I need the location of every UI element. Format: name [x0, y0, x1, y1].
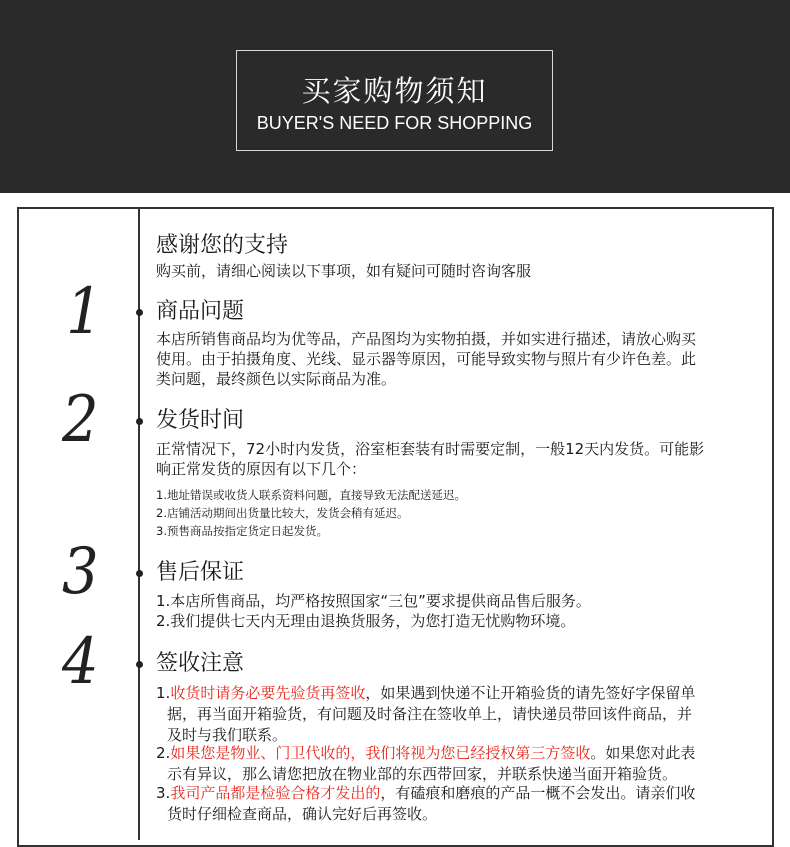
header-banner	[0, 0, 790, 193]
sign-item-2-prefix: 2.	[156, 744, 171, 762]
intro-title: 感谢您的支持	[156, 233, 289, 258]
section-title-3: 售后保证	[156, 560, 245, 585]
sign-item-3-rest-1: ，有磕痕和磨痕的产品一概不会发出。请亲们收	[380, 784, 696, 802]
sign-item-1-rest-1: ，如果遇到快递不让开箱验货的请先签好字保留单	[365, 684, 696, 702]
sign-item-2	[156, 743, 756, 785]
section-text-3-line-2: 2.我们提供七天内无理由退换货服务，为您打造无忧购物环境。	[156, 612, 576, 630]
section-number-3: 3	[62, 535, 99, 609]
sign-item-1-prefix: 1.	[156, 684, 171, 702]
sign-item-3-prefix: 3.	[156, 784, 171, 802]
sign-item-2-rest-2: 示有异议，那么请您把放在物业部的东西带回家，并联系快递当面开箱验货。	[167, 765, 678, 783]
sign-item-1-highlight: 收货时请务必要先验货再签收	[170, 684, 366, 702]
sign-item-2-rest-1: 。如果您对此表	[590, 744, 696, 762]
page-title: 买家购物须知	[301, 74, 488, 108]
section-number-2: 2	[62, 383, 99, 457]
section-bullet-4	[136, 661, 143, 668]
section-number-1: 1	[66, 275, 103, 349]
section-2-item-3: 3.预售商品按指定货定日起发货。	[156, 524, 328, 538]
sign-item-3-highlight: 我司产品都是检验合格才发出的	[170, 784, 381, 802]
page-subtitle: BUYER'S NEED FOR SHOPPING	[256, 113, 533, 133]
section-text-1-line-3: 类问题，最终颜色以实际商品为准。	[156, 370, 397, 388]
sign-item-1-rest-2: 据，再当面开箱验货，有问题及时备注在签收单上，请快递员带回该件商品，并	[167, 705, 693, 723]
sign-item-1	[156, 683, 756, 746]
section-text-1-line-2: 使用。由于拍摄角度、光线、显示器等原因，可能导致实物与照片有少许色差。此	[156, 350, 697, 368]
section-number-4: 4	[62, 625, 99, 699]
section-bullet-2	[136, 418, 143, 425]
section-bullet-1	[136, 309, 143, 316]
section-text-1-line-1: 本店所销售商品均为优等品，产品图均为实物拍摄，并如实进行描述，请放心购买	[156, 330, 697, 348]
section-text-2-line-2: 响正常发货的原因有以下几个：	[156, 460, 367, 478]
section-title-4: 签收注意	[156, 651, 245, 676]
section-title-1: 商品问题	[156, 299, 245, 324]
section-2-item-2: 2.店铺活动期间出货量比较大，发货会稍有延迟。	[156, 506, 409, 520]
sign-item-3-rest-2: 货时仔细检查商品，确认完好后再签收。	[167, 805, 438, 823]
sign-item-2-highlight: 如果您是物业、门卫代收的，我们将视为您已经授权第三方签收	[170, 744, 591, 762]
sign-item-1-rest-3: 及时与我们联系。	[167, 726, 288, 744]
section-title-2: 发货时间	[156, 408, 245, 433]
title-box	[236, 50, 553, 151]
intro-text: 购买前，请细心阅读以下事项，如有疑问可随时咨询客服	[156, 262, 532, 280]
vertical-divider	[138, 207, 140, 840]
section-text-3-line-1: 1.本店所售商品，均严格按照国家“三包”要求提供商品售后服务。	[156, 592, 591, 610]
section-2-item-1: 1.地址错误或收货人联系资料问题，直接导致无法配送延迟。	[156, 488, 466, 502]
sign-item-3	[156, 783, 756, 825]
section-bullet-3	[136, 570, 143, 577]
section-text-2-line-1: 正常情况下，72小时内发货，浴室柜套装有时需要定制，一般12天内发货。可能影	[156, 440, 705, 458]
